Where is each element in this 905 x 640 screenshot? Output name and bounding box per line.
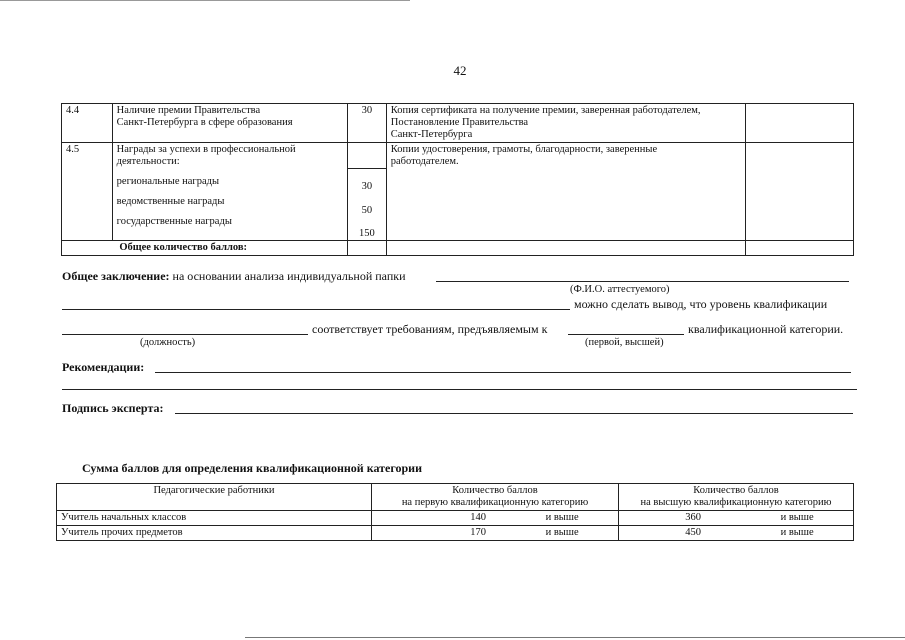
criterion-name-line: Наличие премии Правительства [116,105,261,116]
criterion-score [348,143,387,241]
signature-label: Подпись эксперта: [62,401,164,415]
first-value: 140 [470,512,486,523]
total-doc-cell [386,241,746,256]
header-line: на высшую квалификационную категорию [640,497,832,508]
criterion-empty-cell [746,104,854,143]
criterion-doc-line: Санкт-Петербурга [390,129,473,140]
header-role: Педагогические работники [57,484,372,511]
conclusion-text: квалификационной категории. [688,322,844,336]
criterion-number: 4.4 [62,104,113,143]
table-row [57,526,854,541]
award-label: региональные награды [116,176,220,187]
award-score: 150 [359,228,375,239]
header-high [619,484,854,511]
criteria-table [61,103,854,256]
conclusion-label: Общее заключение: [62,269,170,283]
conclusion-line [62,269,406,284]
criterion-name [112,143,347,241]
first-suffix: и выше [545,527,579,538]
high-cell [619,511,854,526]
header-line: на первую квалификационную категорию [401,497,589,508]
total-score-cell [348,241,387,256]
table-header-row [57,484,854,511]
criterion-name-line: Награды за успехи в профессиональной [116,144,296,155]
recommendations-label: Рекомендации: [62,360,145,374]
criterion-doc-line: Копии удостоверения, грамоты, благодарности, заверенные [390,144,658,155]
conclusion-text: соответствует требованиям, предъявляемым к [312,322,548,336]
position-hint: (должность) [140,337,196,348]
signature-field[interactable] [175,413,853,414]
first-suffix: и выше [545,512,579,523]
header-first [372,484,619,511]
conclusion-text: на основании анализа индивидуальной папки [172,269,406,283]
recommendations-field-2[interactable] [62,389,857,390]
first-cell [372,511,619,526]
table-row [62,104,854,143]
fio-field[interactable] [436,281,849,282]
first-value: 170 [470,527,486,538]
header-line: Количество баллов [693,485,779,496]
criterion-name-line: деятельности: [116,156,180,167]
conclusion-text: можно сделать вывод, что уровень квалификации [574,297,828,311]
award-label: государственные награды [116,216,232,227]
award-score: 50 [361,205,373,216]
fio-hint: (Ф.И.О. аттестуемого) [570,284,670,295]
position-field[interactable] [62,334,308,335]
scan-edge-bottom [245,637,905,638]
award-score: 30 [361,181,373,192]
first-cell [372,526,619,541]
criterion-name [112,104,347,143]
header-line: Количество баллов [452,485,538,496]
high-cell [619,526,854,541]
high-value: 450 [685,527,701,538]
recommendations-field[interactable] [155,372,851,373]
table-row [57,511,854,526]
criterion-doc-line: Постановление Правительства [390,117,529,128]
high-suffix: и выше [780,527,814,538]
criterion-empty-cell [746,143,854,241]
criterion-name-line: Санкт-Петербурга в сфере образования [116,117,293,128]
criterion-document [386,143,746,241]
criterion-doc-line: Копия сертификата на получение премии, заверенная работодателем, [390,105,701,116]
scan-edge-top [0,0,410,1]
criterion-number: 4.5 [62,143,113,241]
fio-continuation-field[interactable] [62,309,570,310]
high-value: 360 [685,512,701,523]
criterion-document [386,104,746,143]
page-number: 42 [453,63,467,78]
role-cell: Учитель прочих предметов [57,526,372,541]
category-hint: (первой, высшей) [585,337,664,348]
summary-table [56,483,854,541]
criterion-doc-line: работодателем. [390,156,459,167]
summary-title: Сумма баллов для определения квалификационной категории [82,461,423,475]
criterion-score: 30 [348,104,387,143]
total-empty-cell [746,241,854,256]
category-field[interactable] [568,334,684,335]
table-row [62,241,854,256]
award-label: ведомственные награды [116,196,225,207]
table-row [62,143,854,241]
high-suffix: и выше [780,512,814,523]
role-cell: Учитель начальных классов [57,511,372,526]
total-label: Общее количество баллов: [62,241,348,256]
